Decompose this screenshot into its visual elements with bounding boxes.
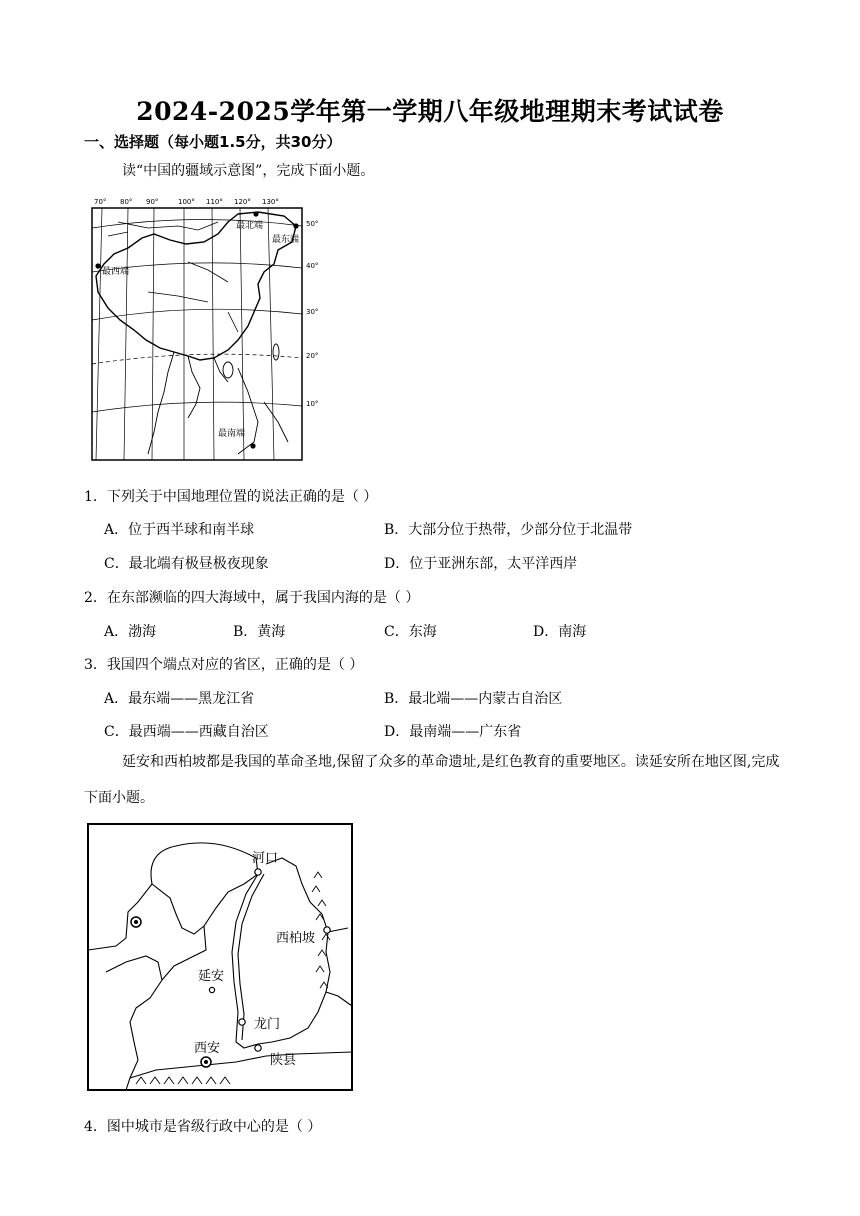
question-2-stem: 2．在东部濒临的四大海域中，属于我国内海的是（ ） xyxy=(84,590,420,606)
yanan-label: 延安 xyxy=(198,969,225,984)
north-point-label: 最北端 xyxy=(236,221,264,231)
hekou-label: 河口 xyxy=(252,851,279,866)
q2-option-d: D．南海 xyxy=(533,624,587,640)
lat-label: 50° xyxy=(306,220,319,228)
lon-label: 80° xyxy=(120,198,133,206)
q1-option-c: C．最北端有极昼极夜现象 xyxy=(104,556,269,572)
xibaipo-marker xyxy=(324,927,330,933)
q2-option-b: B．黄海 xyxy=(233,624,286,640)
exam-title: 2024-2025学年第一学期八年级地理期末考试试卷 xyxy=(136,97,724,126)
q3-option-c: C．最西端——西藏自治区 xyxy=(104,724,269,740)
lon-label: 100° xyxy=(178,198,195,206)
q3-option-b: B．最北端——内蒙古自治区 xyxy=(384,691,563,707)
china-territory-map xyxy=(88,192,320,464)
lat-label: 10° xyxy=(306,400,319,408)
south-point-label: 最南端 xyxy=(218,429,246,439)
q2-option-c: C．东海 xyxy=(384,624,437,640)
shanxian-label: 陕县 xyxy=(270,1053,297,1068)
lon-label: 120° xyxy=(234,198,251,206)
west-point-marker xyxy=(95,263,100,268)
question-1-stem: 1．下列关于中国地理位置的说法正确的是（ ） xyxy=(84,489,378,505)
yanan-region-map xyxy=(86,822,356,1094)
hekou-marker xyxy=(255,869,261,875)
east-point-marker xyxy=(293,223,298,228)
intro-text-1: 读“中国的疆域示意图”，完成下面小题。 xyxy=(122,163,375,179)
lat-label: 30° xyxy=(306,308,319,316)
lon-label: 70° xyxy=(94,198,107,206)
question-3-stem: 3．我国四个端点对应的省区，正确的是（ ） xyxy=(84,657,364,673)
q1-option-a: A．位于西半球和南半球 xyxy=(104,522,255,538)
q1-option-b: B．大部分位于热带，少部分位于北温带 xyxy=(384,522,633,538)
intro-text-2: 延安和西柏坡都是我国的革命圣地,保留了众多的革命遗址,是红色教育的重要地区。读延安所在地区图,完成下面小题。 xyxy=(84,754,780,806)
south-point-marker xyxy=(250,443,255,448)
q1-option-d: D．位于亚洲东部，太平洋西岸 xyxy=(384,556,578,572)
q3-option-d: D．最南端——广东省 xyxy=(384,724,522,740)
q2-option-a: A．渤海 xyxy=(104,624,157,640)
q3-option-a: A．最东端——黑龙江省 xyxy=(104,691,255,707)
lon-label: 130° xyxy=(262,198,279,206)
west-point-label: 最西端 xyxy=(102,267,130,277)
lat-label: 40° xyxy=(306,262,319,270)
shanxian-marker xyxy=(255,1045,261,1051)
east-point-label: 最东端 xyxy=(272,235,300,245)
longmen-marker xyxy=(239,1019,245,1025)
lon-label: 110° xyxy=(206,198,223,206)
xibaipo-label: 西柏坡 xyxy=(276,931,316,946)
section-heading: 一、选择题（每小题1.5分，共30分） xyxy=(84,133,342,151)
lon-label: 90° xyxy=(146,198,159,206)
question-4-stem: 4．图中城市是省级行政中心的是（ ） xyxy=(84,1119,322,1135)
yanan-marker xyxy=(209,987,214,992)
longmen-label: 龙门 xyxy=(254,1017,281,1032)
lat-label: 20° xyxy=(306,352,319,360)
north-point-marker xyxy=(253,211,258,216)
xian-label: 西安 xyxy=(194,1041,221,1056)
